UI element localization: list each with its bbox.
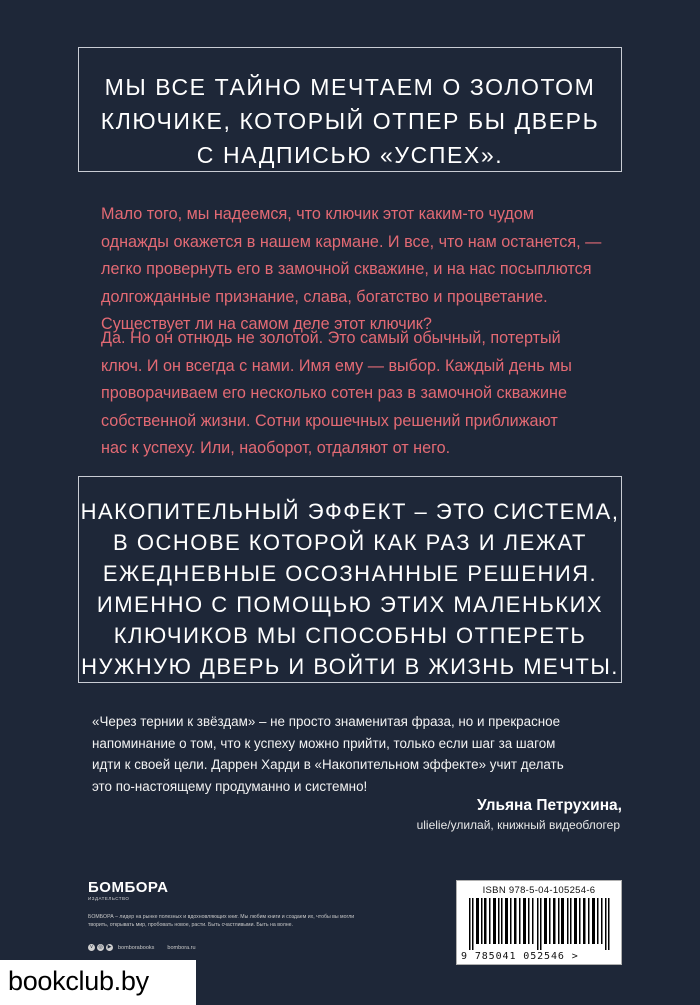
concept-line: НАКОПИТЕЛЬНЫЙ ЭФФЕКТ – ЭТО СИСТЕМА, (80, 499, 620, 524)
publisher-socials (88, 944, 204, 951)
barcode-number: 9 785041 052546 > (461, 951, 579, 962)
barcode-icon (469, 898, 611, 950)
paragraph-line: долгожданные признание, слава, богатство и процветание. (101, 287, 548, 306)
publisher-description: БОМБОРА – лидер на рынке полезных и вдохновляющих книг. Мы любим книги и создаем их, чтобы вы могли творить, открывать мир, пробовать новое, расти. Быть счастливыми. Быть на волне. (88, 914, 355, 928)
isbn-label: ISBN 978-5-04-105254-6 (482, 885, 596, 896)
paragraph-line: Мало того, мы надеемся, что ключик этот каким-то чудом (101, 205, 535, 223)
headline-line: С НАДПИСЬЮ «УСПЕХ». (196, 142, 504, 168)
headline-line: МЫ ВСЕ ТАЙНО МЕЧТАЕМ О ЗОЛОТОМ (104, 74, 596, 100)
youtube-icon: ▶ (107, 944, 112, 950)
paragraph-line: Да. Но он отнюдь не золотой. Это самый обычный, потертый (101, 329, 561, 347)
concept-line: КЛЮЧИКОВ МЫ СПОСОБНЫ ОТПЕРЕТЬ (113, 623, 587, 648)
quote-line: напоминание о том, что к успеху можно прийти, только если шаг за шагом (92, 735, 556, 751)
instagram-icon: ◎ (98, 944, 103, 950)
paragraph-line: однажды окажется в нашем кармане. И все, что нам останется, — (101, 232, 602, 251)
paragraph-line: проворачиваем его несколько сотен раз в замочной скважине (101, 384, 567, 402)
quote-line: «Через тернии к звёздам» – не просто знаменитая фраза, но и прекрасное (92, 714, 561, 729)
watermark-text: bookclub.by (8, 966, 149, 996)
concept-text (79, 496, 621, 682)
headline-text (79, 70, 621, 172)
publisher-site: bombora.ru (167, 944, 196, 951)
paragraph-line: нас к успеху. Или, наоборот, отдаляют от него. (101, 439, 451, 457)
social-handle: bomborabooks (118, 944, 155, 951)
publisher-logo-subtitle: ИЗДАТЕЛЬСТВО (88, 896, 130, 901)
paragraph-line: ключ. И он всегда с нами. Имя ему — выбор. Каждый день мы (101, 356, 572, 375)
concept-line: ЕЖЕДНЕВНЫЕ ОСОЗНАННЫЕ РЕШЕНИЯ. (102, 561, 598, 586)
quote-author: Ульяна Петрухина, (476, 797, 622, 814)
quote-line: идти к своей цели. Даррен Харди в «Накопительном эффекте» учит делать (92, 757, 564, 772)
publisher-logo: БОМБОРА (88, 879, 169, 896)
paragraph-line: собственной жизни. Сотни крошечных решений приближают (101, 411, 558, 430)
concept-line: В ОСНОВЕ КОТОРОЙ КАК РАЗ И ЛЕЖАТ (113, 530, 587, 555)
concept-line: ИМЕННО С ПОМОЩЬЮ ЭТИХ МАЛЕНЬКИХ (96, 592, 604, 617)
watermark (0, 960, 196, 1005)
intro-paragraph (101, 201, 621, 339)
answer-paragraph (101, 325, 621, 463)
paragraph-line: легко провернуть его в замочной скважине, и на нас посыплются (101, 260, 592, 278)
review-quote (92, 711, 622, 797)
concept-line: НУЖНУЮ ДВЕРЬ И ВОЙТИ В ЖИЗНЬ МЕЧТЫ. (81, 654, 619, 679)
vk-icon: v (88, 944, 95, 951)
quote-line: это по-настоящему продуманно и системно! (92, 778, 368, 794)
headline-box (78, 47, 622, 172)
headline-line: КЛЮЧИКЕ, КОТОРЫЙ ОТПЕР БЫ ДВЕРЬ (100, 108, 600, 134)
quote-author-role: ulielie/улилай, книжный видеоблогер (416, 818, 620, 832)
concept-box (78, 476, 622, 683)
paragraph-line: Существует ли на самом деле этот ключик? (101, 315, 432, 333)
barcode-block (456, 880, 622, 965)
